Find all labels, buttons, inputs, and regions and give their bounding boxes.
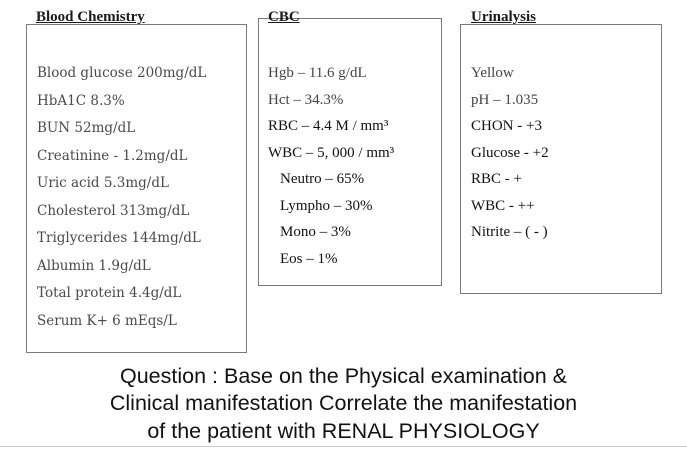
urine-protein-value: CHON - +3 (471, 118, 542, 134)
eosinophils-value: Eos – 1% (280, 250, 338, 267)
triglycerides-value: Triglycerides 144mg/dL (37, 230, 201, 246)
lymphocytes-value: Lympho – 30% (280, 197, 373, 214)
uric-acid-value: Uric acid 5.3mg/dL (37, 175, 169, 191)
hba1c-value: HbA1C 8.3% (37, 92, 125, 109)
urine-glucose-value: Glucose - +2 (471, 144, 549, 161)
bun-value: BUN 52mg/dL (37, 120, 136, 136)
creatinine-value: Creatinine - 1.2mg/dL (37, 147, 188, 164)
urinalysis-heading: Urinalysis (471, 9, 537, 25)
cholesterol-value: Cholesterol 313mg/dL (37, 202, 190, 219)
urinalysis-list (471, 63, 549, 249)
blood-chemistry-list (37, 63, 206, 338)
serum-potassium-value: Serum K+ 6 mEqs/L (37, 312, 177, 329)
urine-ph-value: pH – 1.035 (471, 91, 539, 108)
total-protein-value: Total protein 4.4g/dL (37, 285, 182, 301)
bottom-divider (0, 446, 687, 447)
blood-chemistry-heading: Blood Chemistry (36, 9, 145, 25)
urine-wbc-value: WBC - ++ (471, 197, 535, 214)
urine-nitrite-value: Nitrite – ( - ) (471, 224, 548, 240)
cbc-heading: CBC (268, 9, 300, 25)
hct-value: Hct – 34.3% (268, 91, 344, 108)
albumin-value: Albumin 1.9g/dL (37, 257, 151, 274)
neutrophils-value: Neutro – 65% (280, 171, 365, 187)
cbc-list (268, 63, 394, 275)
question-line-2: Clinical manifestation Correlate the manifestation (109, 391, 578, 415)
hgb-value: Hgb – 11.6 g/dL (268, 65, 367, 81)
wbc-count-value: WBC – 5, 000 / mm³ (268, 144, 395, 161)
question-line-1: Question : Base on the Physical examination & (120, 364, 567, 388)
blood-glucose-value: Blood glucose 200mg/dL (37, 65, 207, 81)
rbc-count-value: RBC – 4.4 M / mm³ (268, 118, 389, 134)
monocytes-value: Mono – 3% (280, 224, 351, 240)
urine-color-value: Yellow (471, 65, 514, 81)
urine-rbc-value: RBC - + (471, 171, 522, 187)
question-line-3: of the patient with RENAL PHYSIOLOGY (147, 419, 540, 443)
